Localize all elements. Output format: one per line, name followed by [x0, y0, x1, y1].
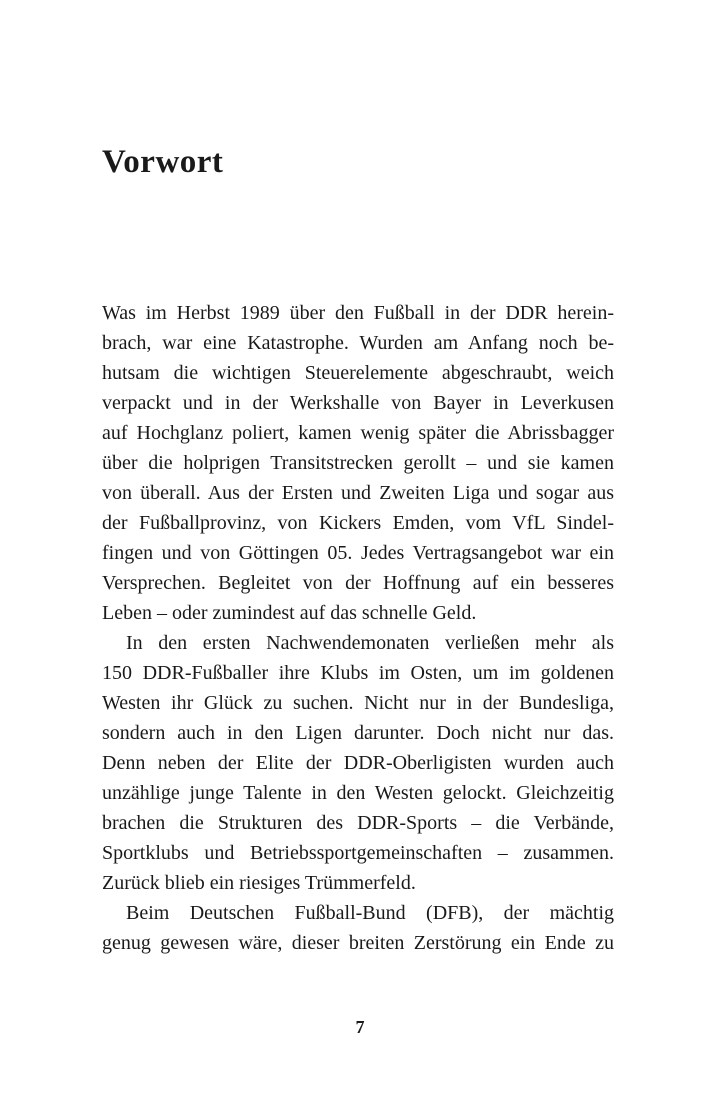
text-line: Versprechen. Begleitet von der Hoffnung auf ein besseres: [102, 572, 614, 594]
text-line: sondern auch in den Ligen darunter. Doch nicht nur das.: [102, 722, 614, 744]
chapter-title: Vorwort: [102, 144, 224, 180]
text-line: unzählige junge Talente in den Westen gelockt. Gleichzeitig: [102, 782, 614, 804]
text-line: Was im Herbst 1989 über den Fußball in der DDR herein-: [102, 302, 614, 324]
text-line: 150 DDR-Fußballer ihre Klubs im Osten, um im goldenen: [102, 662, 614, 684]
text-line: Zurück blieb ein riesiges Trümmerfeld.: [102, 872, 416, 894]
page-number: 7: [355, 1017, 365, 1037]
text-line: Leben – oder zumindest auf das schnelle Geld.: [102, 602, 477, 624]
text-line: brach, war eine Katastrophe. Wurden am Anfang noch be-: [102, 332, 614, 354]
text-line: genug gewesen wäre, dieser breiten Zerstörung ein Ende zu: [102, 932, 614, 954]
text-line: über die holprigen Transitstrecken gerollt – und sie kamen: [102, 452, 614, 474]
text-line: brachen die Strukturen des DDR-Sports – die Verbände,: [102, 812, 614, 834]
text-line: Westen ihr Glück zu suchen. Nicht nur in der Bundesliga,: [102, 692, 614, 714]
text-line: Sportklubs und Betriebssportgemeinschaften – zusammen.: [102, 842, 614, 864]
text-line: von überall. Aus der Ersten und Zweiten Liga und sogar aus: [102, 482, 614, 504]
text-line: fingen und von Göttingen 05. Jedes Vertragsangebot war ein: [102, 542, 614, 564]
text-line: Denn neben der Elite der DDR-Oberligisten wurden auch: [102, 752, 614, 774]
text-line: der Fußballprovinz, von Kickers Emden, vom VfL Sindel-: [102, 512, 614, 534]
text-line: In den ersten Nachwendemonaten verließen mehr als: [126, 632, 614, 654]
text-line: hutsam die wichtigen Steuerelemente abgeschraubt, weich: [102, 362, 614, 384]
text-line: Beim Deutschen Fußball-Bund (DFB), der mächtig: [126, 902, 614, 924]
text-line: auf Hochglanz poliert, kamen wenig später die Abrissbagger: [102, 422, 614, 444]
body-text: [102, 298, 614, 958]
text-line: verpackt und in der Werkshalle von Bayer in Leverkusen: [102, 392, 614, 414]
